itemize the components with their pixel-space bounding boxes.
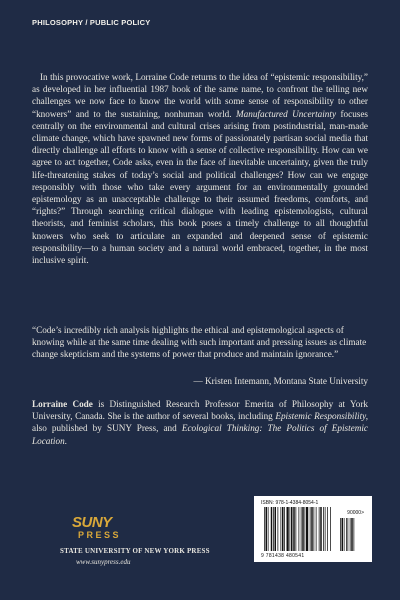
- barcode-bar: [290, 507, 291, 551]
- isbn-text: ISBN: 978-1-4384-8054-1: [261, 500, 319, 506]
- barcode-bar: [306, 507, 308, 551]
- logo-line-1: SUNY: [72, 514, 112, 531]
- barcode-addon-bar: [346, 518, 347, 551]
- book-description: [32, 71, 368, 266]
- barcode-bar: [287, 507, 289, 551]
- description-part-1: In this provocative work, Lorraine Code returns to the idea of “epistemic responsibility,” as developed in her influential 1987 book of the same name, to confront the telling new challenges we now face to know the world with some sense of responsibility to other “knowers” and to the sustaining, nonhuman world.: [32, 72, 368, 119]
- barcode-bar: [282, 507, 284, 551]
- publisher-name: STATE UNIVERSITY OF NEW YORK PRESS: [60, 547, 210, 555]
- suny-press-logo: [72, 516, 121, 540]
- barcode-bar: [323, 507, 324, 551]
- barcode-addon-bar: [340, 518, 341, 551]
- barcode-bar: [310, 507, 311, 551]
- barcode-bar: [305, 507, 306, 551]
- bio-part-3: .: [64, 435, 67, 446]
- barcode-bar: [293, 507, 295, 551]
- book-title: Manufactured Uncertainty: [236, 108, 337, 119]
- barcode-bar: [268, 507, 269, 551]
- barcode-bar: [299, 507, 300, 551]
- barcode-box: [254, 496, 372, 562]
- barcode-bar: [311, 507, 313, 551]
- endorsement-attribution: — Kristen Intemann, Montana State University: [193, 376, 368, 386]
- barcode-addon-bar: [348, 518, 349, 551]
- barcode-bar: [273, 507, 274, 551]
- endorsement-quote: “Code’s incredibly rich analysis highlights the ethical and epistemological aspects of knowing while at the same time dealing with such important and pressing issues as climate change skepticism and the systems of power that produce and maintain ignorance.”: [32, 325, 367, 360]
- bio-part-1: is Distinguished Research Professor Emerita of Philosophy at York University, Canada. She is the author of several books, including: [32, 399, 368, 422]
- barcode-bar: [325, 507, 326, 551]
- barcode-addon-bar: [351, 518, 353, 551]
- publisher-website: www.sunypress.edu: [76, 558, 131, 566]
- barcode-bar: [281, 507, 282, 551]
- barcode-bar: [330, 507, 331, 551]
- barcode-addon-bar: [344, 518, 345, 551]
- barcode-bar: [296, 507, 297, 551]
- description-part-2: focuses centrally on the environmental and cultural crises arising from postindustrial, man-made climate change, which have spawned new forms of passionately partisan social media that directly challenge all efforts to know with a sense of collective responsibility. How can we agree to act together, Code asks, even in the face of inevitable uncertainty, given the truly life-threatening stakes of today’s social and political challenges? How can we engage responsibly with those who take every argument for an environmentally grounded epistemology as an unacceptable challenge to their assumed freedoms, comforts, and “rights?” Through searching critical dialogue with leading epistemologists, cultural theorists, and feminist scholars, this book poses a timely challenge to all thoughtful knowers who seek to articulate an expanded and deepened sense of epistemic responsibility—to a human society and a natural world embraced, together, in the most inclusive spirit.: [32, 108, 369, 266]
- barcode-bar: [271, 507, 273, 551]
- author-bio: [32, 398, 368, 447]
- barcode-addon-bar: [354, 518, 355, 551]
- barcode-bar: [284, 507, 285, 551]
- barcode-bar: [264, 507, 265, 551]
- barcode-bar: [301, 507, 302, 551]
- author-name: Lorraine Code: [32, 399, 93, 409]
- barcode-addon-bar: [350, 518, 351, 551]
- barcode-bar: [291, 507, 293, 551]
- barcode-digits: 9 781438 480541: [261, 553, 305, 559]
- bio-book-1: Epistemic Responsibility,: [275, 411, 368, 422]
- barcode-bar: [327, 507, 328, 551]
- barcode-bar: [302, 507, 304, 551]
- barcode-bar: [266, 507, 268, 551]
- barcode-bar: [319, 507, 320, 551]
- barcode-bar: [316, 507, 317, 551]
- barcode-bar: [278, 507, 279, 551]
- logo-line-2: PRESS: [78, 530, 122, 540]
- bio-part-2: also published by SUNY Press, and: [32, 423, 182, 434]
- barcode-bar: [314, 507, 315, 551]
- category-label: PHILOSOPHY / PUBLIC POLICY: [32, 18, 151, 27]
- price-code: 90000>: [347, 510, 364, 516]
- barcode-bar: [275, 507, 277, 551]
- bio-book-2: Ecological Thinking: The Politics of Epistemic Location: [32, 423, 368, 446]
- barcode-bar: [320, 507, 322, 551]
- barcode-addon-bar: [342, 518, 344, 551]
